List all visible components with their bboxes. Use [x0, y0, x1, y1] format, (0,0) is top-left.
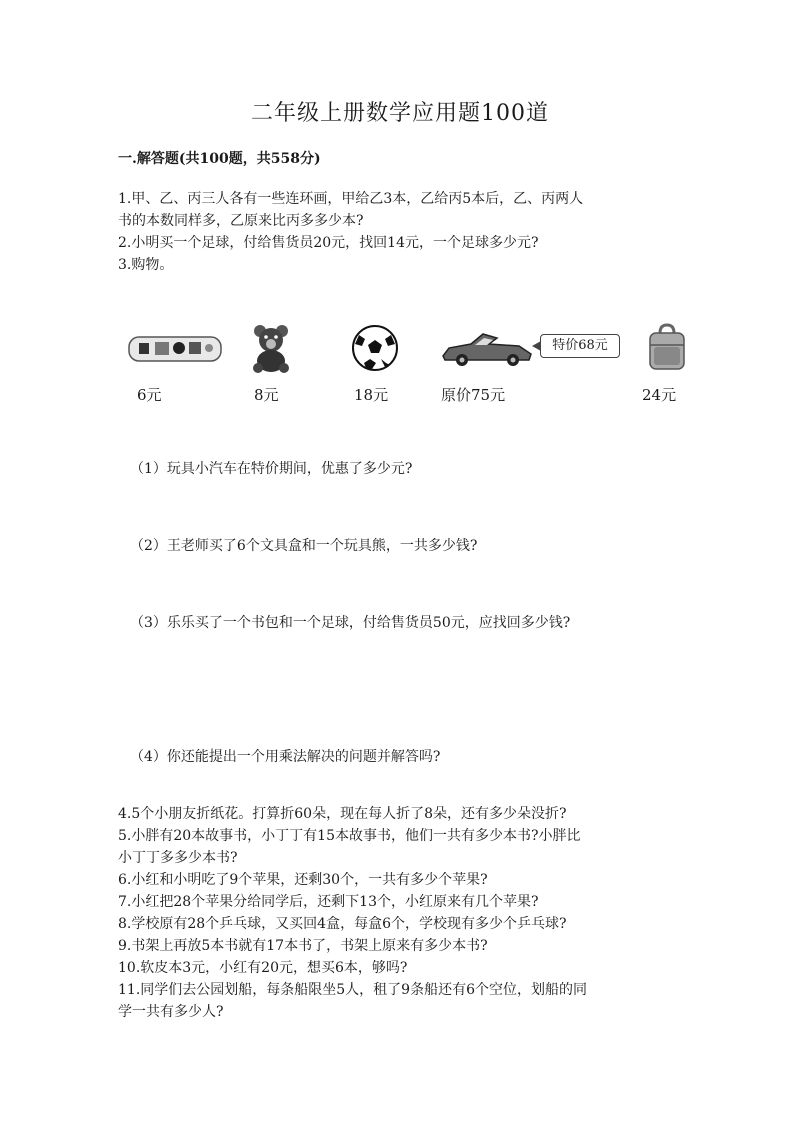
sub-question-4: （4）你还能提出一个用乘法解决的问题并解答吗? [130, 749, 441, 765]
question-line: 4.5个小朋友折纸花。打算折60朵，现在每人折了8朵，还有多少朵没折? [118, 806, 567, 822]
product-toy-car [432, 322, 542, 374]
question-line: 5.小胖有20本故事书，小丁丁有15本故事书，他们一共有多少本书?小胖比 [118, 828, 581, 844]
product-school-bag [612, 322, 722, 374]
section-heading: 一.解答题(共100题，共558分) [118, 151, 321, 167]
teddy-bear-icon [249, 323, 293, 373]
question-line: 7.小红把28个苹果分给同学后，还剩下13个，小红原来有几个苹果? [118, 894, 539, 910]
question-line: 11.同学们去公园划船，每条船限坐5人，租了9条船还有6个空位，划船的同 [118, 982, 587, 998]
page-title: 二年级上册数学应用题100道 [251, 101, 549, 126]
question-group-main [118, 803, 688, 1023]
product-pencil-case [120, 322, 230, 374]
price-label: 18元 [354, 386, 389, 404]
question-line: 2.小明买一个足球，付给售货员20元，找回14元，一个足球多少元? [118, 235, 539, 251]
sub-question-3: （3）乐乐买了一个书包和一个足球，付给售货员50元，应找回多少钱? [130, 615, 571, 631]
sub-question-2: （2）王老师买了6个文具盒和一个玩具熊，一共多少钱? [130, 538, 478, 554]
question-line: 9.书架上再放5本书就有17本书了，书架上原来有多少本书? [118, 938, 488, 954]
sale-price-tag: 特价68元 [540, 334, 620, 358]
question-line: 10.软皮本3元，小红有20元，想买6本，够吗? [118, 960, 408, 976]
soccer-ball-icon [350, 323, 400, 373]
pencil-case-icon [125, 331, 225, 365]
question-group-intro [118, 188, 688, 276]
price-label: 24元 [642, 386, 677, 404]
price-label: 原价75元 [441, 386, 506, 404]
sub-question-1: （1）玩具小汽车在特价期间，优惠了多少元? [130, 461, 413, 477]
question-line: 8.学校原有28个乒乓球，又买回4盒，每盒6个，学校现有多少个乒乓球? [118, 916, 567, 932]
question-line: 3.购物。 [118, 257, 174, 273]
question-line: 书的本数同样多，乙原来比丙多多少本? [118, 213, 364, 229]
school-bag-icon [646, 323, 688, 373]
price-label: 8元 [254, 386, 279, 404]
question-line: 小丁丁多多少本书? [118, 850, 238, 866]
product-teddy-bear [216, 322, 326, 374]
price-label: 6元 [137, 386, 162, 404]
question-line: 学一共有多少人? [118, 1004, 224, 1020]
question-line: 1.甲、乙、丙三人各有一些连环画，甲给乙3本，乙给丙5本后，乙、丙两人 [118, 191, 584, 207]
product-soccer-ball [320, 322, 430, 374]
toy-car-icon [437, 326, 537, 370]
question-line: 6.小红和小明吃了9个苹果，还剩30个，一共有多少个苹果? [118, 872, 488, 888]
